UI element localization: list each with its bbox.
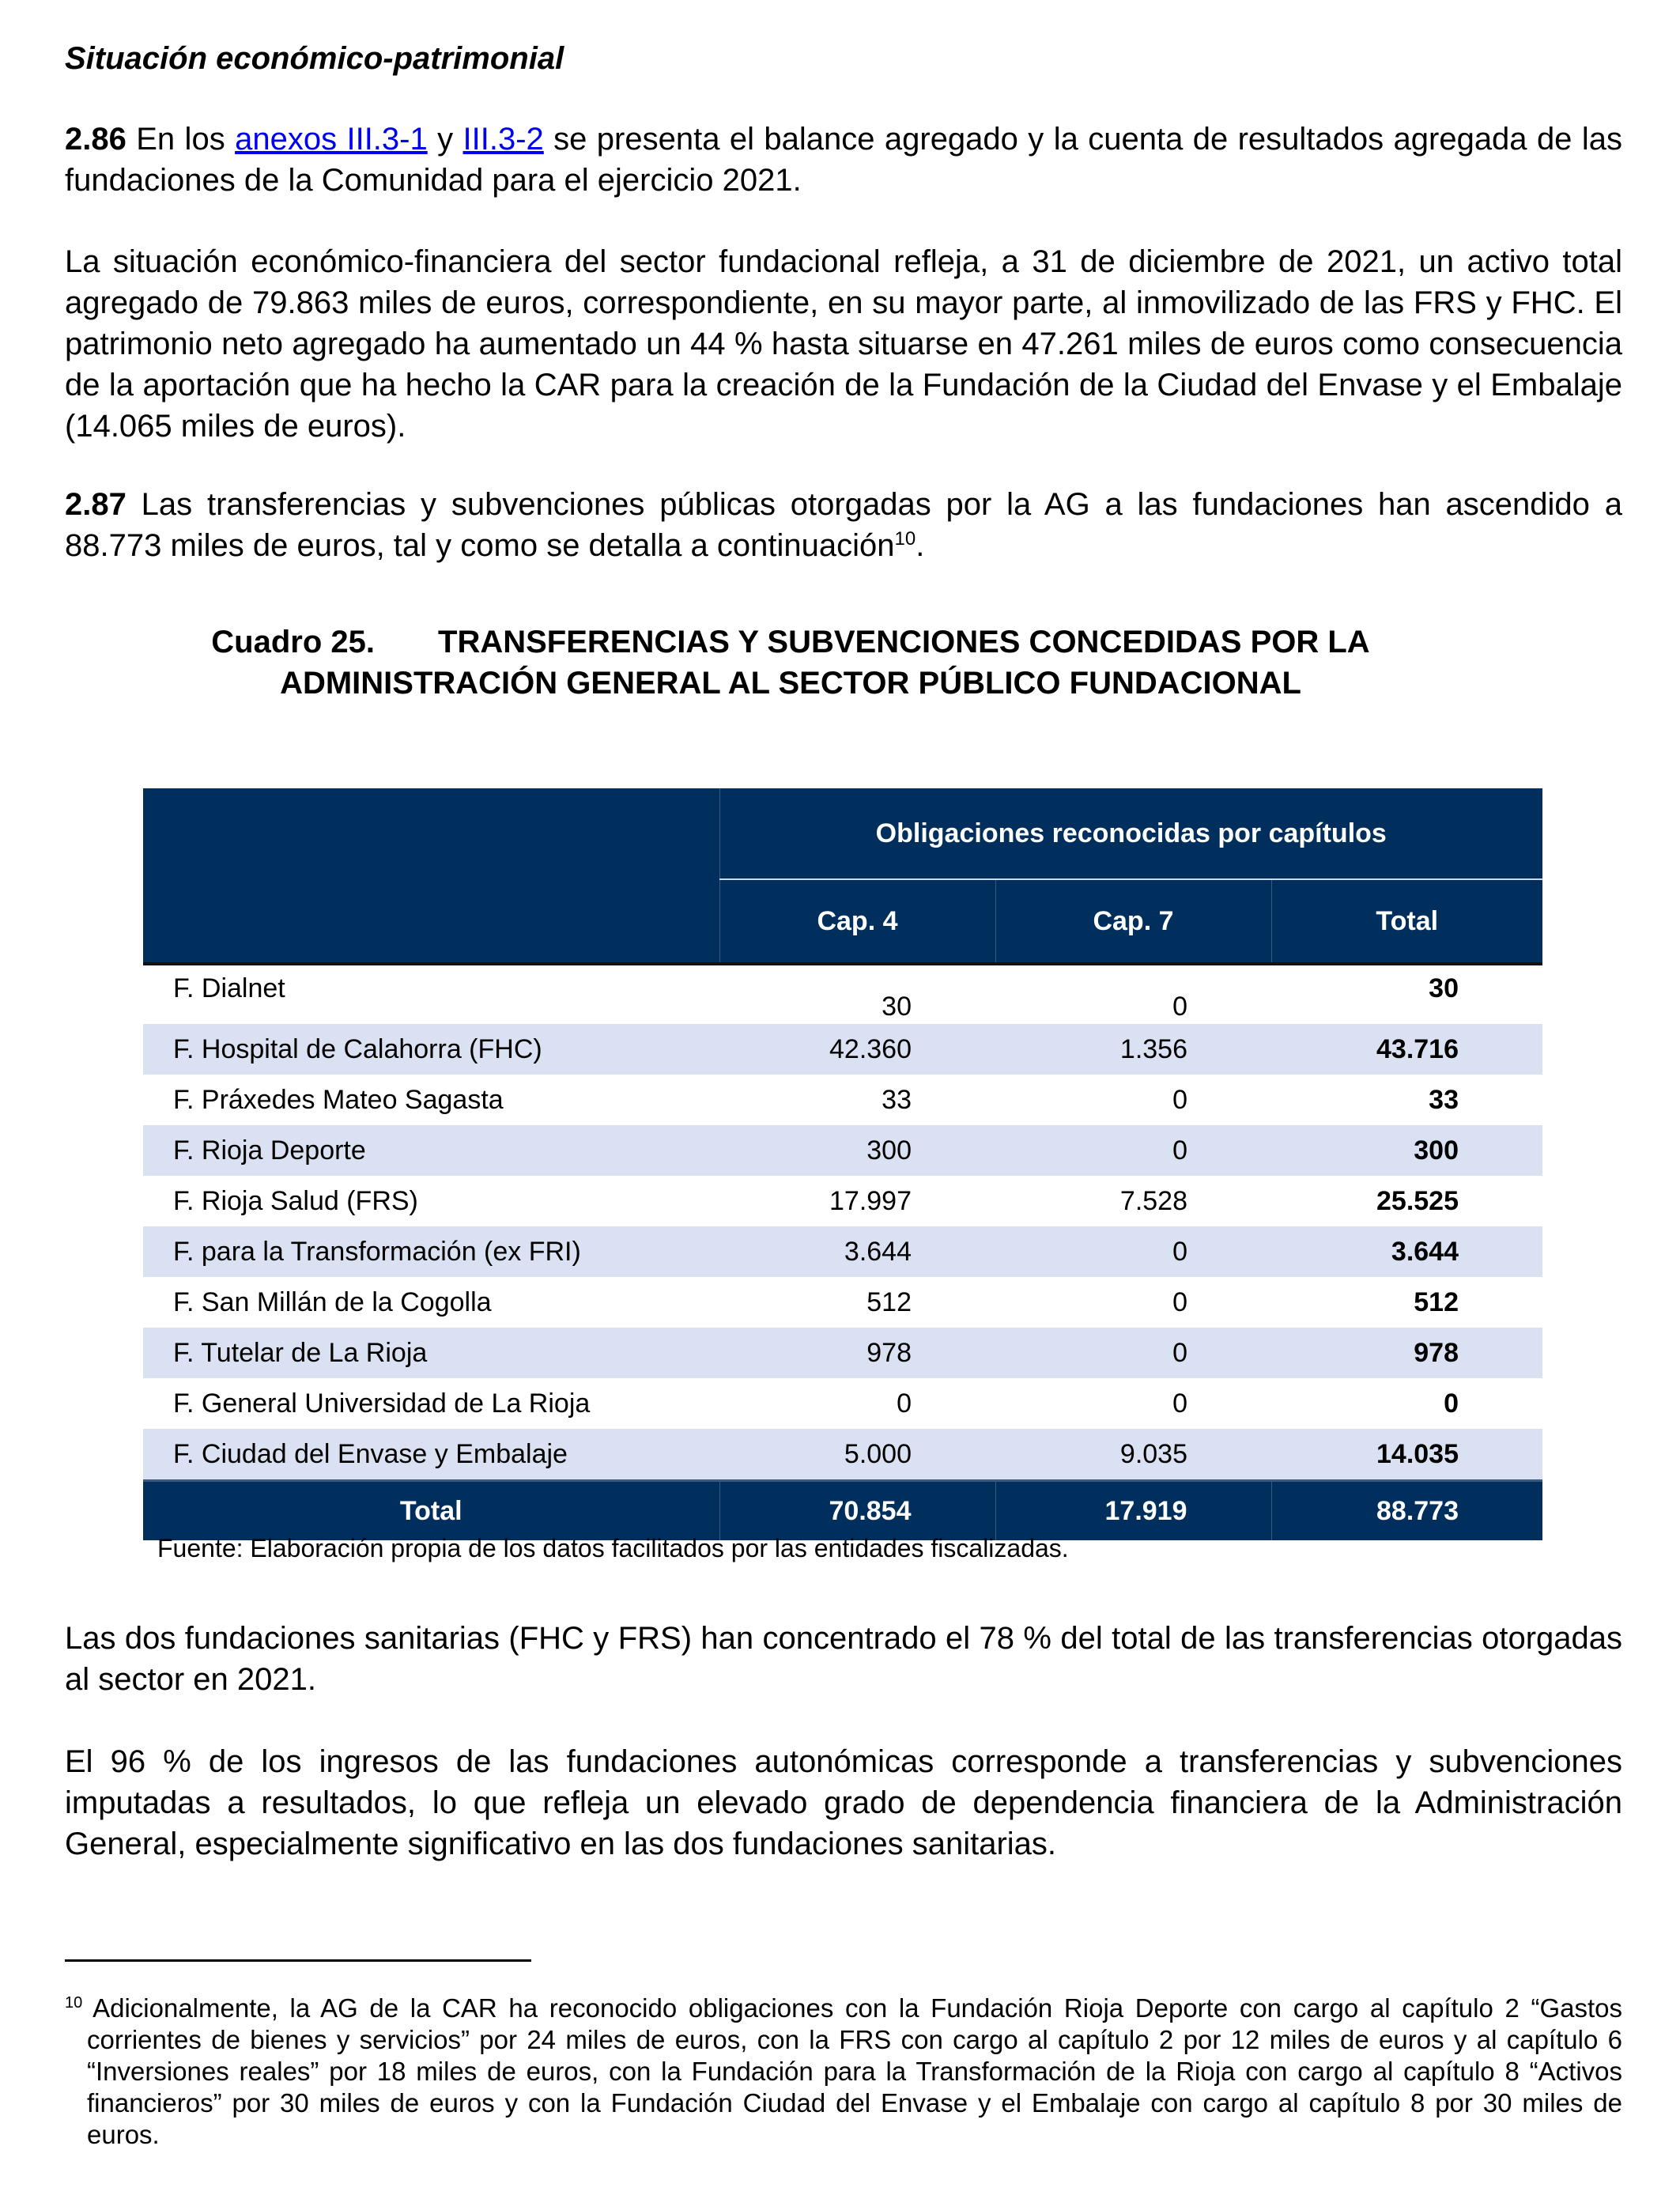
cell-cap7: 0 bbox=[1172, 992, 1187, 1022]
cell-cap4: 5.000 bbox=[719, 1429, 995, 1481]
table-caption bbox=[0, 621, 1581, 704]
footnote-text: Adicionalmente, la AG de la CAR ha reconocido obligaciones con la Fundación Rioja Deporte con cargo al capítulo 2 “Gastos corrientes de bienes y servicios” por 24 miles de euros, con la FRS con cargo al capítulo 2 por 12 miles de euros y al capítulo 6 “Inversiones reales” por 18 miles de euros, con la Fundación para la Transformación de la Rioja con cargo al capítulo 8 “Activos financieros” por 30 miles de euros y con la Fundación Ciudad del Envase y el Embalaje con cargo al capítulo 8 por 30 miles de euros. bbox=[87, 1993, 1622, 2149]
caption-title-line1: TRANSFERENCIAS Y SUBVENCIONES CONCEDIDAS POR LA bbox=[438, 625, 1370, 659]
paragraph-number: 2.86 bbox=[65, 122, 126, 157]
transfers-table bbox=[143, 788, 1542, 1540]
cell-total: 43.716 bbox=[1271, 1024, 1542, 1075]
header-total: Total bbox=[1271, 879, 1542, 964]
cell-total: 33 bbox=[1429, 1084, 1459, 1115]
header-obligaciones: Obligaciones reconocidas por capítulos bbox=[719, 788, 1542, 879]
footnote-number: 10 bbox=[65, 1994, 83, 2012]
total-cap7: 17.919 bbox=[995, 1481, 1271, 1541]
cell-cap4: 0 bbox=[897, 1388, 912, 1419]
cell-cap7: 9.035 bbox=[995, 1429, 1271, 1481]
paragraph-text: . bbox=[916, 528, 925, 563]
paragraph-2-87 bbox=[65, 484, 1622, 566]
cell-total: 3.644 bbox=[1271, 1226, 1542, 1277]
cell-cap7: 0 bbox=[1172, 1388, 1187, 1419]
total-label: Total bbox=[143, 1481, 719, 1541]
header-cap7: Cap. 7 bbox=[995, 879, 1271, 964]
row-name: F. para la Transformación (ex FRI) bbox=[143, 1226, 719, 1277]
footnote-separator bbox=[65, 1959, 531, 1962]
table-total-row bbox=[143, 1481, 1542, 1541]
cell-cap7: 0 bbox=[995, 1328, 1271, 1378]
cell-total: 14.035 bbox=[1271, 1429, 1542, 1481]
table-row bbox=[143, 1429, 1542, 1481]
cell-cap4: 33 bbox=[882, 1084, 912, 1115]
cell-total: 30 bbox=[1429, 973, 1459, 1003]
table-row bbox=[143, 1378, 1542, 1429]
cell-cap7: 0 bbox=[995, 1226, 1271, 1277]
table-row bbox=[143, 1328, 1542, 1378]
table-row bbox=[143, 1024, 1542, 1075]
row-name: F. Dialnet bbox=[173, 973, 285, 1003]
caption-title-line2: ADMINISTRACIÓN GENERAL AL SECTOR PÚBLICO FUNDACIONAL bbox=[280, 666, 1301, 701]
paragraph-ingresos: El 96 % de los ingresos de las fundaciones autonómicas corresponde a transferencias y subvenciones imputadas a resultados, lo que refleja un elevado grado de dependencia financiera de la Administración General, especialmente significativo en las dos fundaciones sanitarias. bbox=[65, 1744, 1622, 1861]
table-row bbox=[143, 1226, 1542, 1277]
cell-cap7: 0 bbox=[995, 1125, 1271, 1176]
cell-total: 25.525 bbox=[1376, 1185, 1459, 1216]
cell-cap7: 7.528 bbox=[1119, 1185, 1187, 1216]
paragraph-text: Las transferencias y subvenciones públicas otorgadas por la AG a las fundaciones han ascendido a 88.773 miles de euros, tal y como se detalla a continuación bbox=[65, 487, 1622, 563]
footnote-reference[interactable]: 10 bbox=[894, 528, 916, 550]
cell-total: 512 bbox=[1414, 1286, 1459, 1317]
paragraph-2-86 bbox=[65, 119, 1622, 201]
caption-number: Cuadro 25. bbox=[211, 625, 376, 659]
paragraph-text: En los bbox=[136, 122, 225, 157]
row-name: F. General Universidad de La Rioja bbox=[173, 1388, 591, 1419]
paragraph-number: 2.87 bbox=[65, 487, 126, 522]
table-header-group-row bbox=[143, 788, 1542, 879]
cell-cap4: 512 bbox=[866, 1286, 912, 1317]
cell-cap4: 17.997 bbox=[829, 1185, 912, 1216]
row-name: F. Rioja Deporte bbox=[143, 1125, 719, 1176]
row-name: F. Ciudad del Envase y Embalaje bbox=[143, 1429, 719, 1481]
row-name: F. Rioja Salud (FRS) bbox=[173, 1185, 418, 1216]
paragraph-situacion: La situación económico-financiera del sector fundacional refleja, a 31 de diciembre de 2021, un activo total agregado de 79.863 miles de euros, correspondiente, en su mayor parte, al inmovilizado de las FRS y FHC. El patrimonio neto agregado ha aumentado un 44 % hasta situarse en 47.261 miles de euros como consecuencia de la aportación que ha hecho la CAR para la creación de la Fundación de la Ciudad del Envase y el Embalaje (14.065 miles de euros). bbox=[65, 244, 1622, 444]
table-row bbox=[143, 1075, 1542, 1125]
link-anexo-iii-3-2[interactable]: III.3-2 bbox=[462, 122, 544, 157]
cell-cap4: 42.360 bbox=[719, 1024, 995, 1075]
cell-total: 0 bbox=[1444, 1388, 1459, 1419]
table-source-note: Fuente: Elaboración propia de los datos facilitados por las entidades fiscalizadas. bbox=[157, 1534, 1069, 1562]
cell-cap4: 300 bbox=[719, 1125, 995, 1176]
total-total: 88.773 bbox=[1271, 1481, 1542, 1541]
paragraph-text: se presenta el balance agregado y la cuenta de resultados agregada de las fundaciones de la Comunidad para el ejercicio 2021. bbox=[65, 122, 1622, 198]
paragraph-fundaciones-sanitarias: Las dos fundaciones sanitarias (FHC y FRS) han concentrado el 78 % del total de las transferencias otorgadas al sector en 2021. bbox=[65, 1621, 1622, 1697]
link-anexo-iii-3-1[interactable]: anexos III.3-1 bbox=[235, 122, 428, 157]
row-name: F. Tutelar de La Rioja bbox=[143, 1328, 719, 1378]
footnote-10 bbox=[65, 1993, 1622, 2151]
table-row bbox=[143, 1125, 1542, 1176]
header-cap4: Cap. 4 bbox=[719, 879, 995, 964]
row-name: F. Hospital de Calahorra (FHC) bbox=[143, 1024, 719, 1075]
total-cap4: 70.854 bbox=[719, 1481, 995, 1541]
cell-cap4: 30 bbox=[882, 992, 912, 1022]
table-row bbox=[143, 1277, 1542, 1328]
header-blank-cell bbox=[143, 788, 719, 964]
cell-total: 300 bbox=[1271, 1125, 1542, 1176]
table-row bbox=[143, 964, 1542, 1024]
cell-cap4: 3.644 bbox=[719, 1226, 995, 1277]
cell-cap7: 1.356 bbox=[995, 1024, 1271, 1075]
table-row bbox=[143, 1176, 1542, 1226]
cell-cap7: 0 bbox=[1172, 1286, 1187, 1317]
row-name: F. San Millán de la Cogolla bbox=[173, 1286, 492, 1317]
cell-cap4: 978 bbox=[719, 1328, 995, 1378]
cell-cap7: 0 bbox=[1172, 1084, 1187, 1115]
paragraph-text: y bbox=[437, 122, 454, 157]
cell-total: 978 bbox=[1271, 1328, 1542, 1378]
section-heading: Situación económico-patrimonial bbox=[65, 41, 564, 76]
row-name: F. Práxedes Mateo Sagasta bbox=[173, 1084, 504, 1115]
